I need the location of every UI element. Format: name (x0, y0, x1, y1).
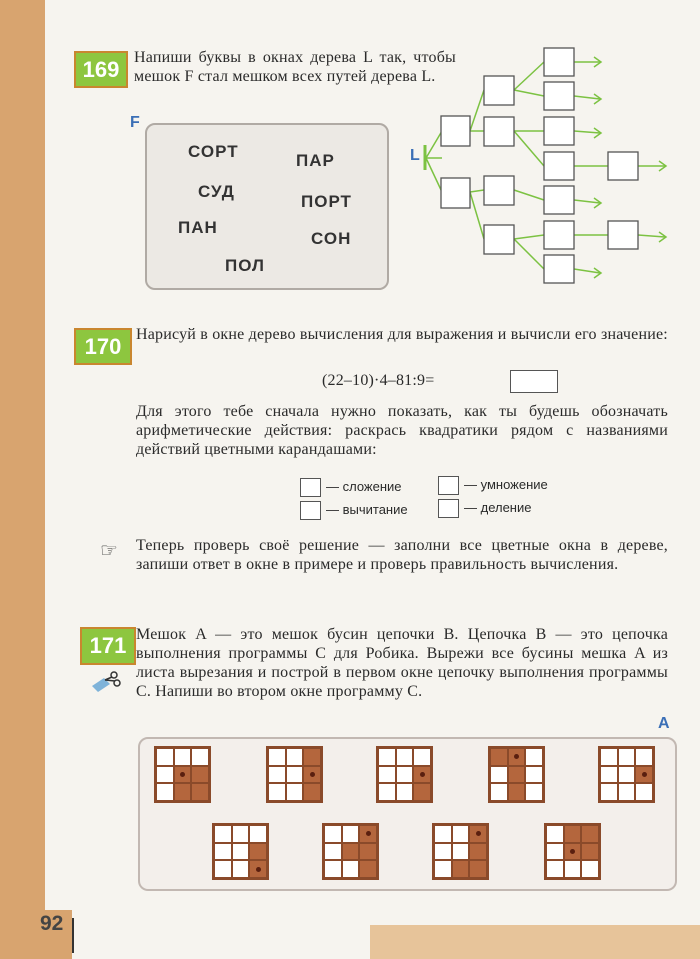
bead-cell (508, 783, 526, 801)
bead-cell (268, 783, 286, 801)
answer-window[interactable] (510, 370, 558, 393)
bead-cell (214, 825, 232, 843)
bead-cell (434, 843, 452, 861)
bead-cell (413, 766, 431, 784)
bead-cell (232, 825, 250, 843)
bead-cell (342, 860, 360, 878)
bead-cell (342, 825, 360, 843)
bead-cell (378, 783, 396, 801)
bag-word: СОРТ (188, 142, 239, 161)
bead-cell (396, 766, 414, 784)
bead-cell (268, 748, 286, 766)
bead-cell (359, 825, 377, 843)
robot-dot (570, 849, 575, 854)
bag-word: СОН (311, 229, 352, 248)
bead-cell (396, 783, 414, 801)
tree-windows (441, 48, 638, 283)
bead-cell (600, 783, 618, 801)
robot-dot (366, 831, 371, 836)
bag-word: ПАР (296, 151, 335, 170)
bead-cell (581, 860, 599, 878)
bag-f-label: F (130, 114, 141, 131)
task-number-171: 171 (80, 627, 136, 665)
bead-cell (508, 748, 526, 766)
bead (544, 823, 601, 880)
bag-f (145, 123, 389, 290)
bead (154, 746, 211, 803)
bead-cell (359, 843, 377, 861)
bead-cell (546, 825, 564, 843)
bead-cell (564, 825, 582, 843)
bead-cell (249, 825, 267, 843)
bead-cell (214, 843, 232, 861)
bead-cell (156, 766, 174, 784)
bead (212, 823, 269, 880)
left-margin-band (0, 0, 45, 480)
bead-cell (525, 748, 543, 766)
tree-l-diagram (420, 40, 680, 290)
bead-cell (564, 860, 582, 878)
bead-cell (581, 825, 599, 843)
color-square-addition[interactable] (300, 478, 321, 497)
bead-cell (469, 860, 487, 878)
bottom-right-band (370, 925, 700, 959)
robot-dot (642, 772, 647, 777)
color-square-multiplication[interactable] (438, 476, 459, 495)
bead-cell (324, 860, 342, 878)
task-number-169: 169 (74, 51, 128, 88)
bead-cell (618, 748, 636, 766)
bead-cell (635, 766, 653, 784)
bag-word: ПОЛ (225, 256, 265, 275)
legend-addition: — сложение (326, 479, 402, 494)
bead-cell (490, 766, 508, 784)
pointing-hand-icon: ☞ (100, 540, 118, 562)
bead-cell (434, 860, 452, 878)
bead-cell (452, 860, 470, 878)
bag-word: СУД (198, 182, 235, 201)
bead (266, 746, 323, 803)
bead-cell (452, 843, 470, 861)
bead-cell (232, 843, 250, 861)
legend-subtraction: — вычитание (326, 502, 408, 517)
bead-cell (214, 860, 232, 878)
bead-cell (303, 748, 321, 766)
bead-cell (174, 748, 192, 766)
bead-cell (469, 843, 487, 861)
task-170-text: Нарисуй в окне дерево вычисления для выражения и вычисли его значение: (136, 326, 668, 343)
bead-cell (546, 860, 564, 878)
bead-cell (249, 860, 267, 878)
bead-cell (156, 748, 174, 766)
bead-cell (174, 766, 192, 784)
bead-cell (434, 825, 452, 843)
bead-cell (191, 783, 209, 801)
bead-cell (191, 748, 209, 766)
bead-cell (359, 860, 377, 878)
robot-dot (180, 772, 185, 777)
bead-cell (342, 843, 360, 861)
bead-cell (600, 748, 618, 766)
bag-a-label: A (658, 715, 671, 732)
bead-cell (232, 860, 250, 878)
bead-cell (469, 825, 487, 843)
bag-word: ПОРТ (301, 192, 352, 211)
bead-cell (249, 843, 267, 861)
bead-cell (324, 843, 342, 861)
task-number-170: 170 (74, 328, 132, 365)
robot-dot (310, 772, 315, 777)
scissors-icon (90, 668, 122, 694)
bead-cell (413, 783, 431, 801)
robot-dot (514, 754, 519, 759)
bead-cell (174, 783, 192, 801)
color-square-division[interactable] (438, 499, 459, 518)
task-169-text: Напиши буквы в окнах дерева L так, чтобы мешок F стал мешком всех путей дерева L. (134, 49, 456, 85)
bead-cell (378, 748, 396, 766)
bead-cell (303, 783, 321, 801)
bead-cell (635, 748, 653, 766)
check-solution-text: Теперь проверь своё решение — заполни все цветные окна в дереве, запиши ответ в окне в примере и проверь правильность вычисления. (136, 537, 668, 573)
bead-cell (564, 843, 582, 861)
robot-dot (256, 867, 261, 872)
color-square-subtraction[interactable] (300, 501, 321, 520)
task-171-text: Мешок A — это мешок бусин цепочки B. Цепочка B — это цепочка выполнения программы C для Робика. Вырежи все бусины мешка A из листа вырезания и построй в первом окне цепочку выполнения программы C. Напиши во втором окне программу C. (136, 626, 668, 700)
bead (488, 746, 545, 803)
tree-l-label: L (410, 147, 421, 164)
bead-cell (324, 825, 342, 843)
math-expression: (22–10)·4–81:9= (322, 372, 435, 389)
legend-division: — деление (464, 500, 532, 515)
robot-dot (420, 772, 425, 777)
bead-cell (268, 766, 286, 784)
bead (598, 746, 655, 803)
bead-cell (635, 783, 653, 801)
bead (322, 823, 379, 880)
task-170-instructions: Для этого тебе сначала нужно показать, как ты будешь обозначать арифметические действия: раскрась квадратики рядом с названиями действий цветными карандашами: (136, 403, 668, 458)
bead-cell (618, 783, 636, 801)
bead-cell (413, 748, 431, 766)
bead-cell (618, 766, 636, 784)
bead-cell (303, 766, 321, 784)
bead-cell (286, 766, 304, 784)
bead (376, 746, 433, 803)
bead-cell (396, 748, 414, 766)
bead (432, 823, 489, 880)
page-number: 92 (40, 912, 64, 935)
bead-cell (156, 783, 174, 801)
bead-cell (191, 766, 209, 784)
bead-cell (546, 843, 564, 861)
robot-dot (476, 831, 481, 836)
bag-word: ПАН (178, 218, 218, 237)
bead-cell (581, 843, 599, 861)
page-number-divider (72, 918, 74, 953)
legend-multiplication: — умножение (464, 477, 548, 492)
bead-cell (508, 766, 526, 784)
bead-cell (600, 766, 618, 784)
bead-cell (378, 766, 396, 784)
bead-cell (525, 766, 543, 784)
bead-cell (490, 783, 508, 801)
bead-cell (286, 748, 304, 766)
bead-cell (286, 783, 304, 801)
bead-cell (452, 825, 470, 843)
bead-cell (525, 783, 543, 801)
bead-cell (490, 748, 508, 766)
